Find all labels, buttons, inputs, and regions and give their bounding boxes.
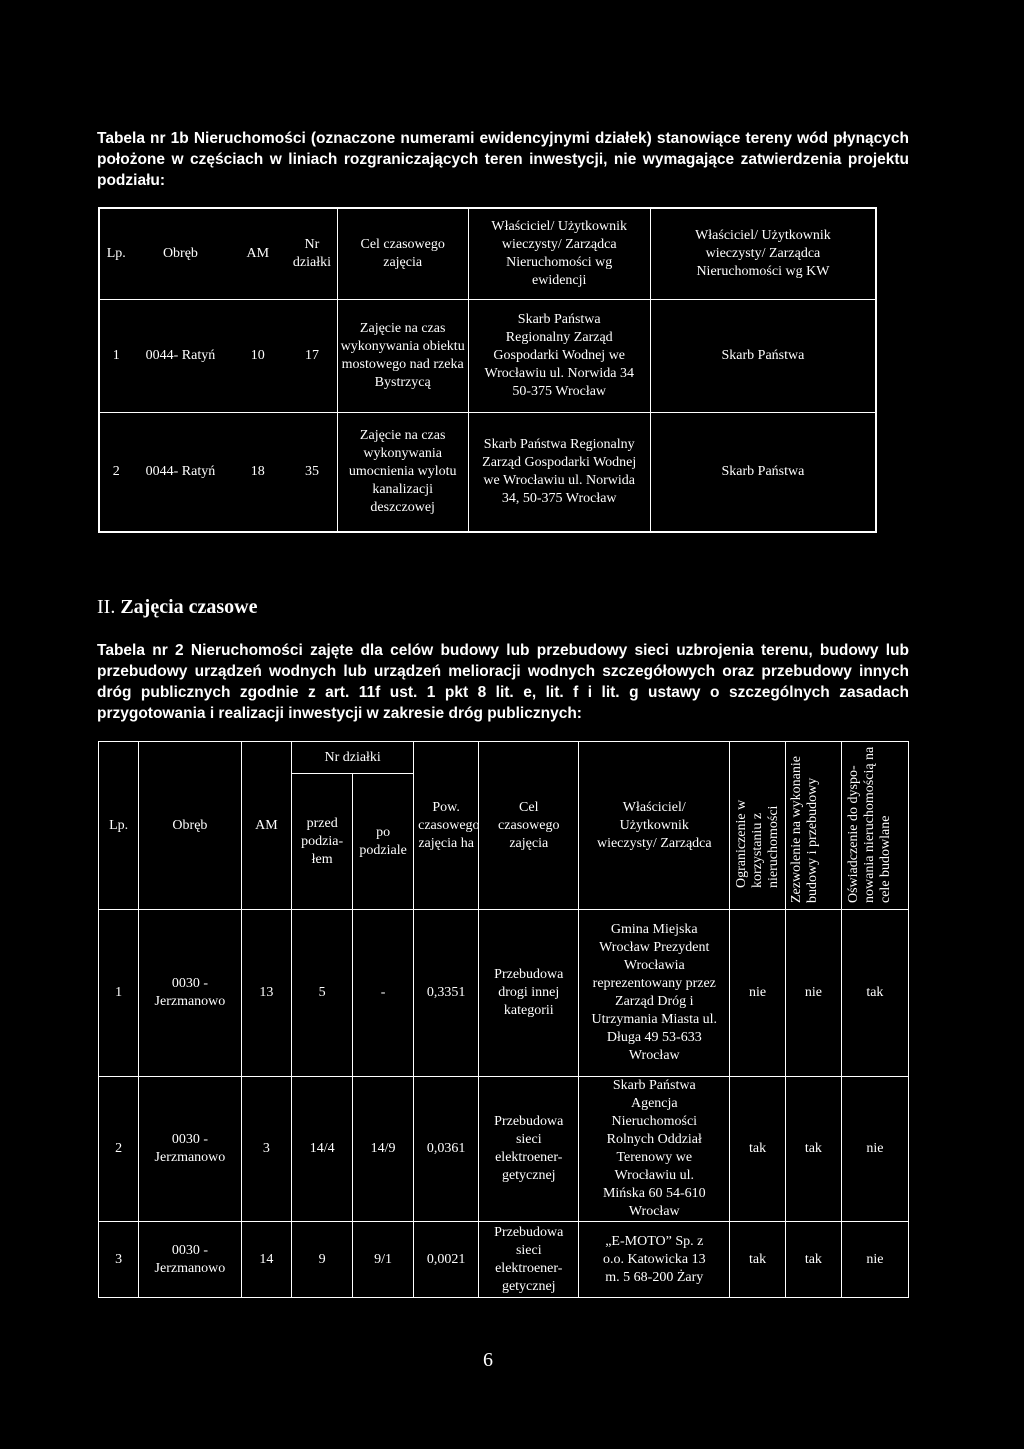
cell-am: 14 xyxy=(241,1222,292,1298)
cell-lp: 1 xyxy=(99,910,139,1077)
cell-cel: Przebudowa sieci elektroener-getycznej xyxy=(479,1222,579,1298)
header-wlasciciel-kw: Właściciel/ Użytkownik wieczysty/ Zarządca Nieruchomości wg KW xyxy=(650,208,876,300)
cell-przed: 5 xyxy=(292,910,353,1077)
cell-cel: Zajęcie na czas wykonywania obiektu mostowego nad rzeka Bystrzycą xyxy=(337,300,468,413)
cell-wlasciciel-ew: Skarb Państwa Regionalny Zarząd Gospodarki Wodnej we Wrocławiu ul. Norwida 34, 50-375 Wrocław xyxy=(468,413,650,533)
cell-lp: 2 xyxy=(99,413,133,533)
cell-oswiadczenie: tak xyxy=(841,910,908,1077)
table-row xyxy=(99,300,876,413)
cell-pow: 0,0021 xyxy=(414,1222,479,1298)
header-cel: Cel czasowego zajęcia xyxy=(337,208,468,300)
cell-cel: Przebudowa drogi innej kategorii xyxy=(479,910,579,1077)
cell-am: 18 xyxy=(228,413,287,533)
cell-lp: 3 xyxy=(99,1222,139,1298)
header-am: AM xyxy=(241,742,292,910)
cell-am: 3 xyxy=(241,1077,292,1222)
header-po: po podziale xyxy=(353,774,414,910)
cell-oswiadczenie: nie xyxy=(841,1077,908,1222)
header-obreb: Obręb xyxy=(139,742,241,910)
cell-obreb: 0044- Ratyń xyxy=(133,300,229,413)
cell-wlasciciel-kw: Skarb Państwa xyxy=(650,413,876,533)
cell-wlasciciel: „E-MOTO” Sp. z o.o. Katowicka 13 m. 5 68-200 Żary xyxy=(579,1222,730,1298)
table-row xyxy=(99,1077,909,1222)
section-heading: II. Zajęcia czasowe xyxy=(97,596,258,618)
cell-nr: 35 xyxy=(287,413,337,533)
cell-po: 14/9 xyxy=(353,1077,414,1222)
cell-nr: 17 xyxy=(287,300,337,413)
header-nr-dzialki: Nr działki xyxy=(292,742,414,774)
cell-lp: 1 xyxy=(99,300,133,413)
header-wlasciciel: Właściciel/ Użytkownik wieczysty/ Zarządca xyxy=(579,742,730,910)
cell-zezwolenie: nie xyxy=(785,910,841,1077)
header-zezwolenie: Zezwolenie na wykonanie budowy i przebudowy xyxy=(785,742,841,910)
header-przed: przed podzia-łem xyxy=(292,774,353,910)
table1-caption: Tabela nr 1b Nieruchomości (oznaczone numerami ewidencyjnymi działek) stanowiące tereny wód płynących położone w częściach w liniach rozgraniczających teren inwestycji, nie wymagające zatwierdzenia projektu podziału: xyxy=(97,130,909,189)
cell-obreb: 0030 - Jerzmanowo xyxy=(139,1077,241,1222)
table-row xyxy=(99,910,909,1077)
header-oswiadczenie: Oświadczenie do dyspo-nowania nieruchomością na cele budowlane xyxy=(841,742,908,910)
cell-wlasciciel: Skarb Państwa Agencja Nieruchomości Rolnych Oddział Terenowy we Wrocławiu ul. Mińska 60 54-610 Wrocław xyxy=(579,1077,730,1222)
cell-pow: 0,3351 xyxy=(414,910,479,1077)
page-number: 6 xyxy=(483,1349,493,1371)
cell-zezwolenie: tak xyxy=(785,1077,841,1222)
cell-po: 9/1 xyxy=(353,1222,414,1298)
cell-pow: 0,0361 xyxy=(414,1077,479,1222)
cell-am: 10 xyxy=(228,300,287,413)
header-wlasciciel-ewidencja: Właściciel/ Użytkownik wieczysty/ Zarządca Nieruchomości wg ewidencji xyxy=(468,208,650,300)
table2-caption: Tabela nr 2 Nieruchomości zajęte dla celów budowy lub przebudowy sieci uzbrojenia terenu, budowy lub przebudowy urządzeń wodnych lub urządzeń melioracji wodnych szczegółowych oraz przebudowy innych dróg publicznych zgodnie z art. 11f ust. 1 pkt 8 lit. e, lit. f i lit. g ustawy o szczególnych zasadach przygotowania i realizacji inwestycji w zakresie dróg publicznych: xyxy=(97,642,909,722)
header-cel: Cel czasowego zajęcia xyxy=(479,742,579,910)
cell-am: 13 xyxy=(241,910,292,1077)
cell-przed: 14/4 xyxy=(292,1077,353,1222)
cell-przed: 9 xyxy=(292,1222,353,1298)
cell-zezwolenie: tak xyxy=(785,1222,841,1298)
cell-wlasciciel-kw: Skarb Państwa xyxy=(650,300,876,413)
cell-ograniczenie: nie xyxy=(730,910,786,1077)
cell-wlasciciel-ew: Skarb Państwa Regionalny Zarząd Gospodarki Wodnej we Wrocławiu ul. Norwida 34 50-375 Wrocław xyxy=(468,300,650,413)
header-am: AM xyxy=(228,208,287,300)
cell-wlasciciel: Gmina Miejska Wrocław Prezydent Wrocławia reprezentowany przez Zarząd Dróg i Utrzymania Miasta ul. Długa 49 53-633 Wrocław xyxy=(579,910,730,1077)
cell-obreb: 0030 - Jerzmanowo xyxy=(139,1222,241,1298)
table2-header-row xyxy=(99,742,909,774)
table-row xyxy=(99,1222,909,1298)
table1 xyxy=(98,207,877,533)
table1-header-row xyxy=(99,208,876,300)
header-obreb: Obręb xyxy=(133,208,229,300)
cell-po: - xyxy=(353,910,414,1077)
cell-oswiadczenie: nie xyxy=(841,1222,908,1298)
header-nr-dzialki: Nr działki xyxy=(287,208,337,300)
header-lp: Lp. xyxy=(99,742,139,910)
cell-ograniczenie: tak xyxy=(730,1222,786,1298)
cell-cel: Zajęcie na czas wykonywania umocnienia wylotu kanalizacji deszczowej xyxy=(337,413,468,533)
cell-lp: 2 xyxy=(99,1077,139,1222)
header-lp: Lp. xyxy=(99,208,133,300)
cell-ograniczenie: tak xyxy=(730,1077,786,1222)
table2 xyxy=(98,741,909,1298)
cell-obreb: 0030 - Jerzmanowo xyxy=(139,910,241,1077)
cell-cel: Przebudowa sieci elektroener-getycznej xyxy=(479,1077,579,1222)
cell-obreb: 0044- Ratyń xyxy=(133,413,229,533)
header-pow: Pow. czasowego zajęcia ha xyxy=(414,742,479,910)
table-row xyxy=(99,413,876,533)
header-ograniczenie: Ograniczenie w korzystaniu z nieruchomości xyxy=(730,742,786,910)
